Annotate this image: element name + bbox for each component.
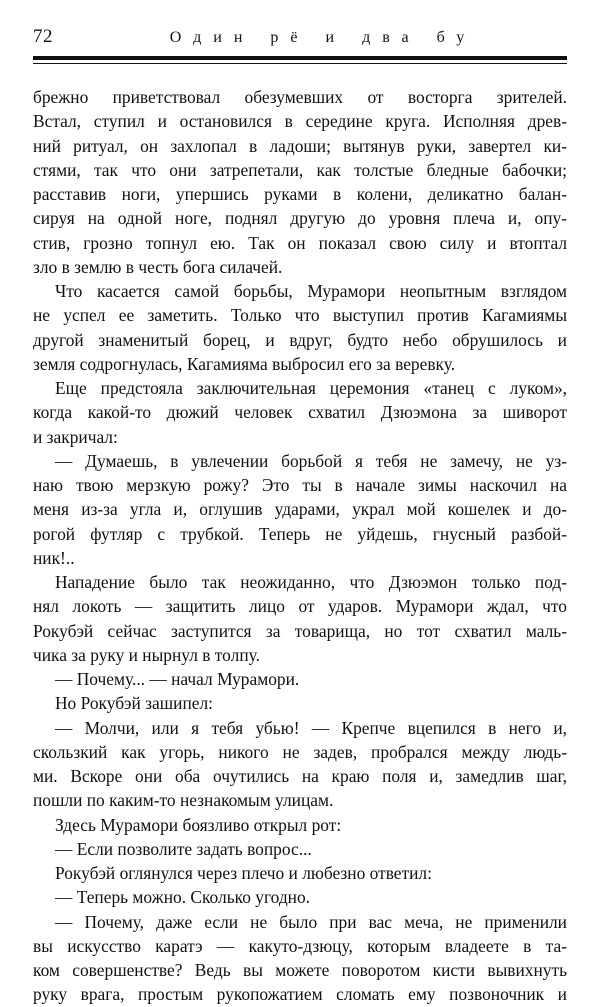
text-line: руку врага, простым рукопожатием сломать ему позвоночник и xyxy=(33,984,567,1005)
text-line: ком совершенстве? Ведь вы можете поворотом кисти вывихнуть xyxy=(33,960,567,980)
text-line: зло в землю в честь бога силачей. xyxy=(33,256,283,277)
text-line: стями, так что они затрепетали, как толстые бледные бабочки; xyxy=(33,159,567,180)
text-line: не успел ее заметить. Только что выступил против Кагамиямы xyxy=(33,305,567,326)
text-line: Нападение было так неожиданно, что Дзюэмон только под- xyxy=(55,572,567,592)
text-line: когда какой-то дюжий человек схватил Дзюэмона за шиворот xyxy=(33,402,567,423)
text-line: Но Рокубэй зашипел: xyxy=(55,693,213,714)
header-rule-thin xyxy=(33,63,567,64)
text-line: чика за руку и нырнул в толпу. xyxy=(33,644,260,665)
text-line: стив, грозно топнул ею. Так он показал свою силу и втоптал xyxy=(33,232,567,253)
text-line: — Если позволите задать вопрос... xyxy=(55,838,312,859)
text-line: земля содрогнулась, Кагамияма выбросил его за веревку. xyxy=(33,353,456,374)
text-line: пошли по каким-то незнакомым улицам. xyxy=(33,790,334,811)
text-line: — Почему, даже если не было при вас меча, не применили xyxy=(55,911,567,932)
text-line: ник!.. xyxy=(33,547,75,568)
running-title: Один рё и два бу xyxy=(169,29,477,46)
body-text xyxy=(33,85,567,1007)
header-rule-thick xyxy=(33,56,567,60)
text-line: ний ритуал, он захлопал в ладоши; вытянув руки, завертел ки- xyxy=(33,135,567,156)
text-line: другой знаменитый борец, и вдруг, будто небо обрушилось и xyxy=(33,329,567,350)
text-line: Рокубэй оглянулся через плечо и любезно ответил: xyxy=(55,863,432,883)
text-line: ми. Вскоре они оба очутились на краю поля и, замедлив шаг, xyxy=(33,766,567,786)
text-line: — Теперь можно. Сколько угодно. xyxy=(55,887,311,908)
text-line: меня из-за угла и, оглушив ударами, украл мой кошелек и до- xyxy=(33,499,567,520)
text-line: рогой футляр с трубкой. Теперь не уйдешь, гнусный разбой- xyxy=(33,523,567,544)
text-line: — Думаешь, в увлечении борьбой я тебя не замечу, не уз- xyxy=(55,450,567,471)
text-line: сируя на одной ноге, поднял другую до уровня плеча и, опу- xyxy=(33,208,567,229)
page-number: 72 xyxy=(33,26,53,47)
text-line: вы искусство каратэ — какуто-дзюцу, которым владеете в та- xyxy=(33,935,567,956)
text-line: Встал, ступил и остановился в середине круга. Исполняя древ- xyxy=(33,111,567,132)
text-line: брежно приветствовал обезумевших от восторга зрителей. xyxy=(33,87,567,107)
text-line: наю твою мерзкую рожу? Это ты в начале зимы наскочил на xyxy=(33,475,567,495)
text-line: расставив ноги, упершись руками в колени, деликатно балан- xyxy=(33,184,567,204)
text-line: Здесь Мурамори боязливо открыл рот: xyxy=(55,814,342,835)
text-line: Еще предстояла заключительная церемония «танец с луком», xyxy=(55,378,567,398)
text-line: и закричал: xyxy=(33,426,118,447)
text-line: скользкий как угорь, никого не задев, пробрался между людь- xyxy=(33,741,567,762)
text-line: — Почему... — начал Мурамори. xyxy=(55,669,300,689)
text-line: нял локоть — защитить лицо от ударов. Мурамори ждал, что xyxy=(33,596,567,617)
page-header xyxy=(33,22,567,52)
text-line: Что касается самой борьбы, Мурамори неопытным взглядом xyxy=(55,281,567,301)
text-line: Рокубэй сейчас заступится за товарища, но тот схватил маль- xyxy=(33,620,567,641)
text-line: — Молчи, или я тебя убью! — Крепче вцепился в него и, xyxy=(55,717,567,738)
